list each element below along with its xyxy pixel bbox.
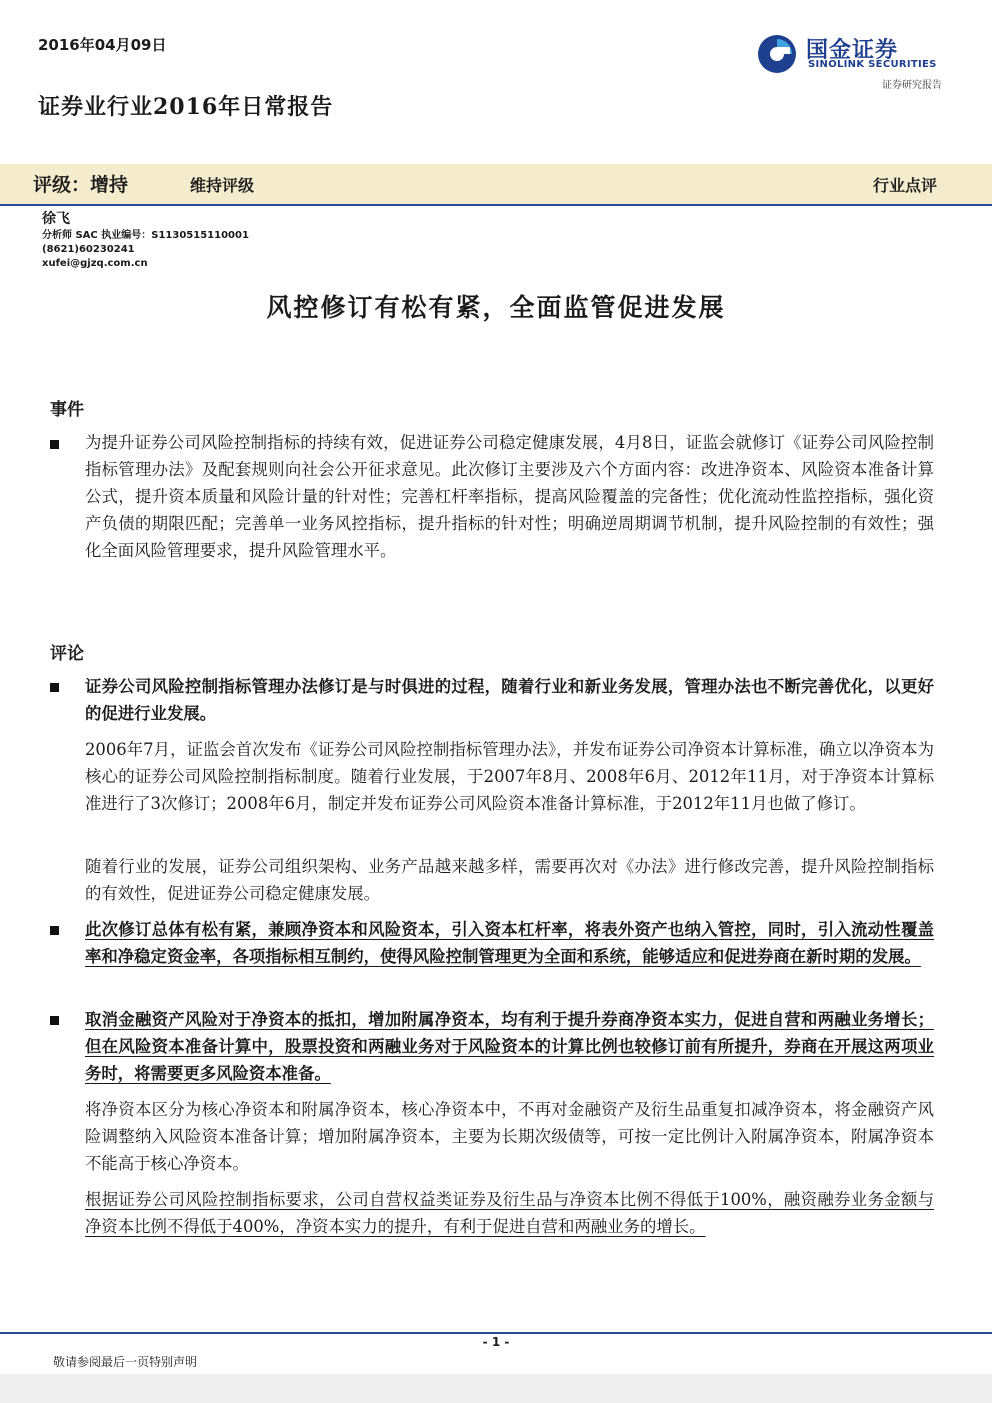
paragraph-net-capital: 将净资本区分为核心净资本和附属净资本，核心净资本中，不再对金融资产及衍生品重复扣减净资本，将金融资产风险调整纳入风险资本准备计算；增加附属净资本，主要为长期次级债等，可按一定比例计入附属净资本，附属净资本不能高于核心净资本。 [85, 1100, 934, 1173]
bottom-band [0, 1374, 992, 1403]
logo-chinese: 国金证券 [806, 38, 899, 63]
report-date: 2016年04月09日 [38, 36, 167, 54]
analyst-email: xufei@gjzq.com.cn [42, 258, 148, 269]
logo-mark-icon [756, 33, 798, 75]
logo-english: SINOLINK SECURITIES [808, 59, 937, 70]
analyst-phone: (8621)60230241 [42, 244, 135, 255]
section-title-event: 事件 [50, 400, 84, 420]
disclaimer-note: 敬请参阅最后一页特别声明 [53, 1355, 198, 1369]
paragraph-requirements: 根据证券公司风险控制指标要求，公司自营权益类证券及衍生品与净资本比例不得低于100%，融资融券业务金额与净资本比例不得低于400%，净资本实力的提升，有利于促进自营和两融业务的增长。 [85, 1190, 934, 1236]
paragraph-comment-1: 证券公司风险控制指标管理办法修订是与时俱进的过程，随着行业和新业务发展，管理办法也不断完善优化，以更好的促进行业发展。 [85, 677, 934, 723]
report-title: 证券业行业2016年日常报告 [38, 94, 334, 120]
paragraph-development: 随着行业的发展，证券公司组织架构、业务产品越来越多样，需要再次对《办法》进行修改完善，提升风险控制指标的有效性，促进证券公司稳定健康发展。 [85, 857, 934, 903]
paragraph-comment-3: 取消金融资产风险对于净资本的抵扣，增加附属净资本，均有利于提升券商净资本实力，促进自营和两融业务增长；但在风险资本准备计算中，股票投资和两融业务对于风险资本的计算比例也较修订前有所提升，券商在开展这两项业务时，将需要更多风险资本准备。 [85, 1010, 934, 1083]
bullet-icon [50, 1016, 59, 1025]
report-type-label: 行业点评 [872, 176, 937, 195]
rating-bar [0, 164, 992, 204]
maintain-rating-label: 维持评级 [190, 176, 255, 195]
bullet-icon [50, 440, 59, 449]
paragraph-comment-2: 此次修订总体有松有紧，兼顾净资本和风险资本，引入资本杠杆率，将表外资产也纳入管控，同时，引入流动性覆盖率和净稳定资金率，各项指标相互制约，使得风险控制管理更为全面和系统，能够适应和促进券商在新时期的发展。 [85, 920, 934, 966]
paragraph-history: 2006年7月，证监会首次发布《证券公司风险控制指标管理办法》，并发布证券公司净资本计算标准，确立以净资本为核心的证券公司风险控制指标制度。随着行业发展，于2007年8月、2008年6月、2012年11月，对于净资本计算标准进行了3次修订；2008年6月，制定并发布证券公司风险资本准备计算标准，于2012年11月也做了修订。 [85, 740, 934, 813]
header-divider [0, 204, 992, 206]
section-title-comment: 评论 [50, 644, 84, 664]
headline: 风控修订有松有紧，全面监管促进发展 [266, 293, 726, 322]
analyst-name: 徐飞 [42, 211, 70, 227]
rating-label: 评级：增持 [33, 174, 129, 196]
paragraph-event: 为提升证券公司风险控制指标的持续有效，促进证券公司稳定健康发展，4月8日，证监会就修订《证券公司风险控制指标管理办法》及配套规则向社会公开征求意见。此次修订主要涉及六个方面内容：改进净资本、风险资本准备计算公式，提升资本质量和风险计量的针对性；完善杠杆率指标，提高风险覆盖的完备性；优化流动性监控指标，强化资产负债的期限匹配；完善单一业务风控指标，提升指标的针对性；明确逆周期调节机制，提升风险控制的有效性；强化全面风险管理要求，提升风险管理水平。 [85, 433, 934, 560]
page-number: - 1 - [482, 1335, 510, 1349]
bullet-icon [50, 683, 59, 692]
sinolink-logo [756, 31, 946, 91]
analyst-license: 分析师 SAC 执业编号：S1130515110001 [42, 230, 249, 241]
analyst-info [42, 209, 249, 271]
footer-divider [0, 1332, 992, 1334]
logo-subtitle: 证券研究报告 [882, 80, 942, 91]
bullet-icon [50, 926, 59, 935]
